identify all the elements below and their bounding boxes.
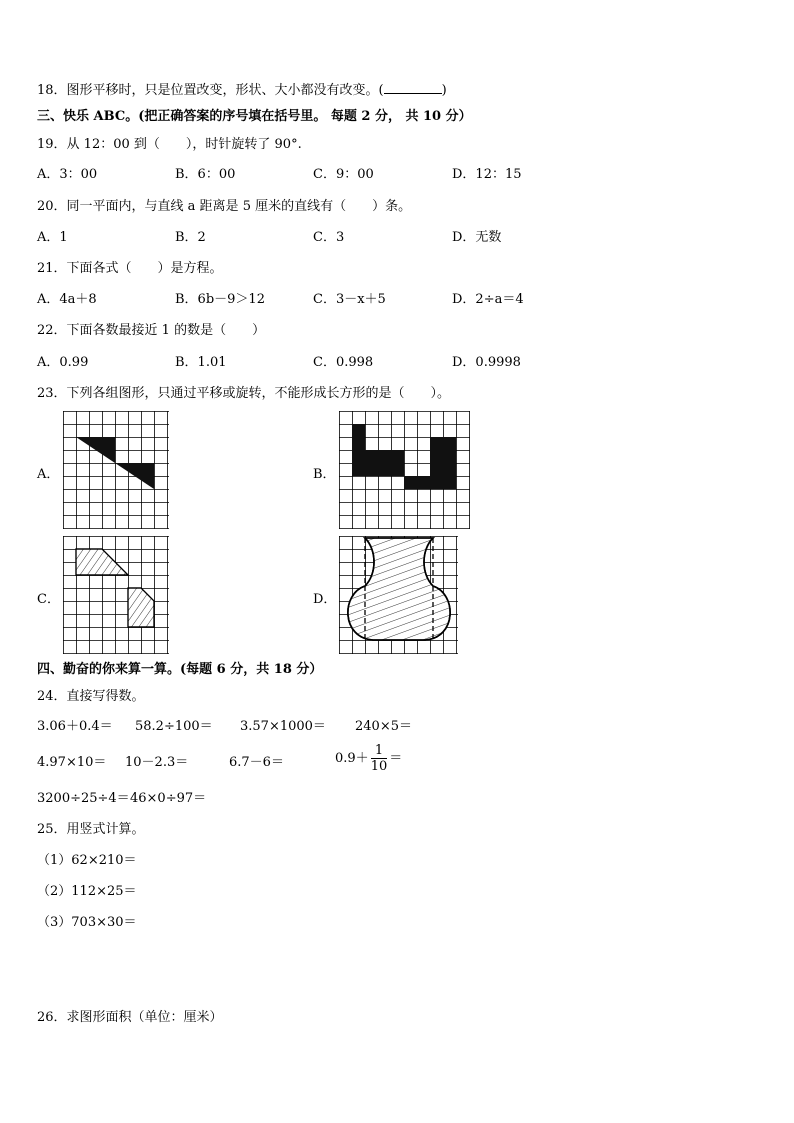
calc-item[interactable]: 3.06＋0.4＝ (37, 719, 113, 734)
question-19-stem: 19．从 12：00 到（ ），时针旋转了 90°. (37, 137, 302, 152)
question-26-stem: 26．求图形面积（单位：厘米） (37, 1010, 223, 1025)
question-18-close: ) (441, 83, 447, 98)
calc-item[interactable]: 3200÷25÷4＝ (37, 791, 130, 806)
q19-option-a[interactable]: A．3：00 (37, 167, 98, 182)
calc-item[interactable]: 240×5＝ (355, 719, 412, 734)
fraction-numerator: 1 (371, 743, 388, 759)
question-21-stem: 21．下面各式（ ）是方程。 (37, 261, 223, 276)
question-25-stem: 25．用竖式计算。 (37, 822, 145, 837)
q22-option-b[interactable]: B．1.01 (175, 355, 227, 370)
calc-item[interactable]: 4.97×10＝ (37, 755, 107, 770)
q22-option-d[interactable]: D．0.9998 (452, 355, 521, 370)
question-18-text: 18．图形平移时，只是位置改变，形状、大小都没有改变。( (37, 83, 384, 98)
question-23-stem: 23．下列各组图形，只通过平移或旋转，不能形成长方形的是（ ）。 (37, 386, 451, 401)
vertical-calc-item[interactable]: （1）62×210＝ (37, 853, 137, 868)
calc-item[interactable]: 3.57×1000＝ (240, 719, 326, 734)
q21-option-d[interactable]: D．2÷a＝4 (452, 292, 524, 307)
q23-figure-a[interactable] (63, 411, 169, 529)
q23-figure-b[interactable] (339, 411, 470, 529)
question-18 (37, 81, 447, 100)
question-22-stem: 22．下面各数最接近 1 的数是（ ） (37, 323, 266, 338)
fraction-denominator: 10 (370, 759, 388, 774)
q21-option-c[interactable]: C．3－x＋5 (313, 292, 386, 307)
q21-option-a[interactable]: A．4a＋8 (37, 292, 97, 307)
calc-item[interactable]: 6.7－6＝ (229, 755, 284, 770)
q20-option-a[interactable]: A．1 (37, 230, 68, 245)
q23-label-b[interactable]: B． (313, 467, 336, 482)
q23-label-c[interactable]: C． (37, 592, 60, 607)
fraction (371, 743, 388, 774)
calc-item[interactable]: 10－2.3＝ (125, 755, 189, 770)
question-20-stem: 20．同一平面内，与直线 a 距离是 5 厘米的直线有（ ）条。 (37, 199, 412, 214)
q23-figure-d[interactable] (339, 536, 458, 654)
fraction-prefix: 0.9＋ (335, 751, 369, 766)
q23-figure-c[interactable] (63, 536, 169, 654)
fraction-suffix: ＝ (389, 751, 403, 766)
vertical-calc-item[interactable]: （2）112×25＝ (37, 884, 137, 899)
answer-blank[interactable] (384, 81, 442, 94)
vertical-calc-item[interactable]: （3）703×30＝ (37, 915, 137, 930)
calc-item[interactable]: 46×0÷97＝ (130, 791, 207, 806)
q20-option-c[interactable]: C．3 (313, 230, 345, 245)
question-24-stem: 24．直接写得数。 (37, 689, 145, 704)
q21-option-b[interactable]: B．6b－9＞12 (175, 292, 265, 307)
q23-label-d[interactable]: D． (313, 592, 337, 607)
q20-option-b[interactable]: B．2 (175, 230, 206, 245)
q19-option-d[interactable]: D．12：15 (452, 167, 522, 182)
q19-option-c[interactable]: C．9：00 (313, 167, 374, 182)
q22-option-c[interactable]: C．0.998 (313, 355, 374, 370)
calc-item-fraction[interactable] (335, 743, 402, 774)
q22-option-a[interactable]: A．0.99 (37, 355, 89, 370)
q23-label-a[interactable]: A． (37, 467, 60, 482)
q20-option-d[interactable]: D．无数 (452, 230, 502, 245)
calc-item[interactable]: 58.2÷100＝ (135, 719, 213, 734)
q19-option-b[interactable]: B．6：00 (175, 167, 236, 182)
section-3-title: 三、快乐 ABC。(把正确答案的序号填在括号里。 每题 2 分， 共 10 分） (37, 109, 472, 124)
section-4-title: 四、勤奋的你来算一算。(每题 6 分，共 18 分） (37, 662, 323, 677)
